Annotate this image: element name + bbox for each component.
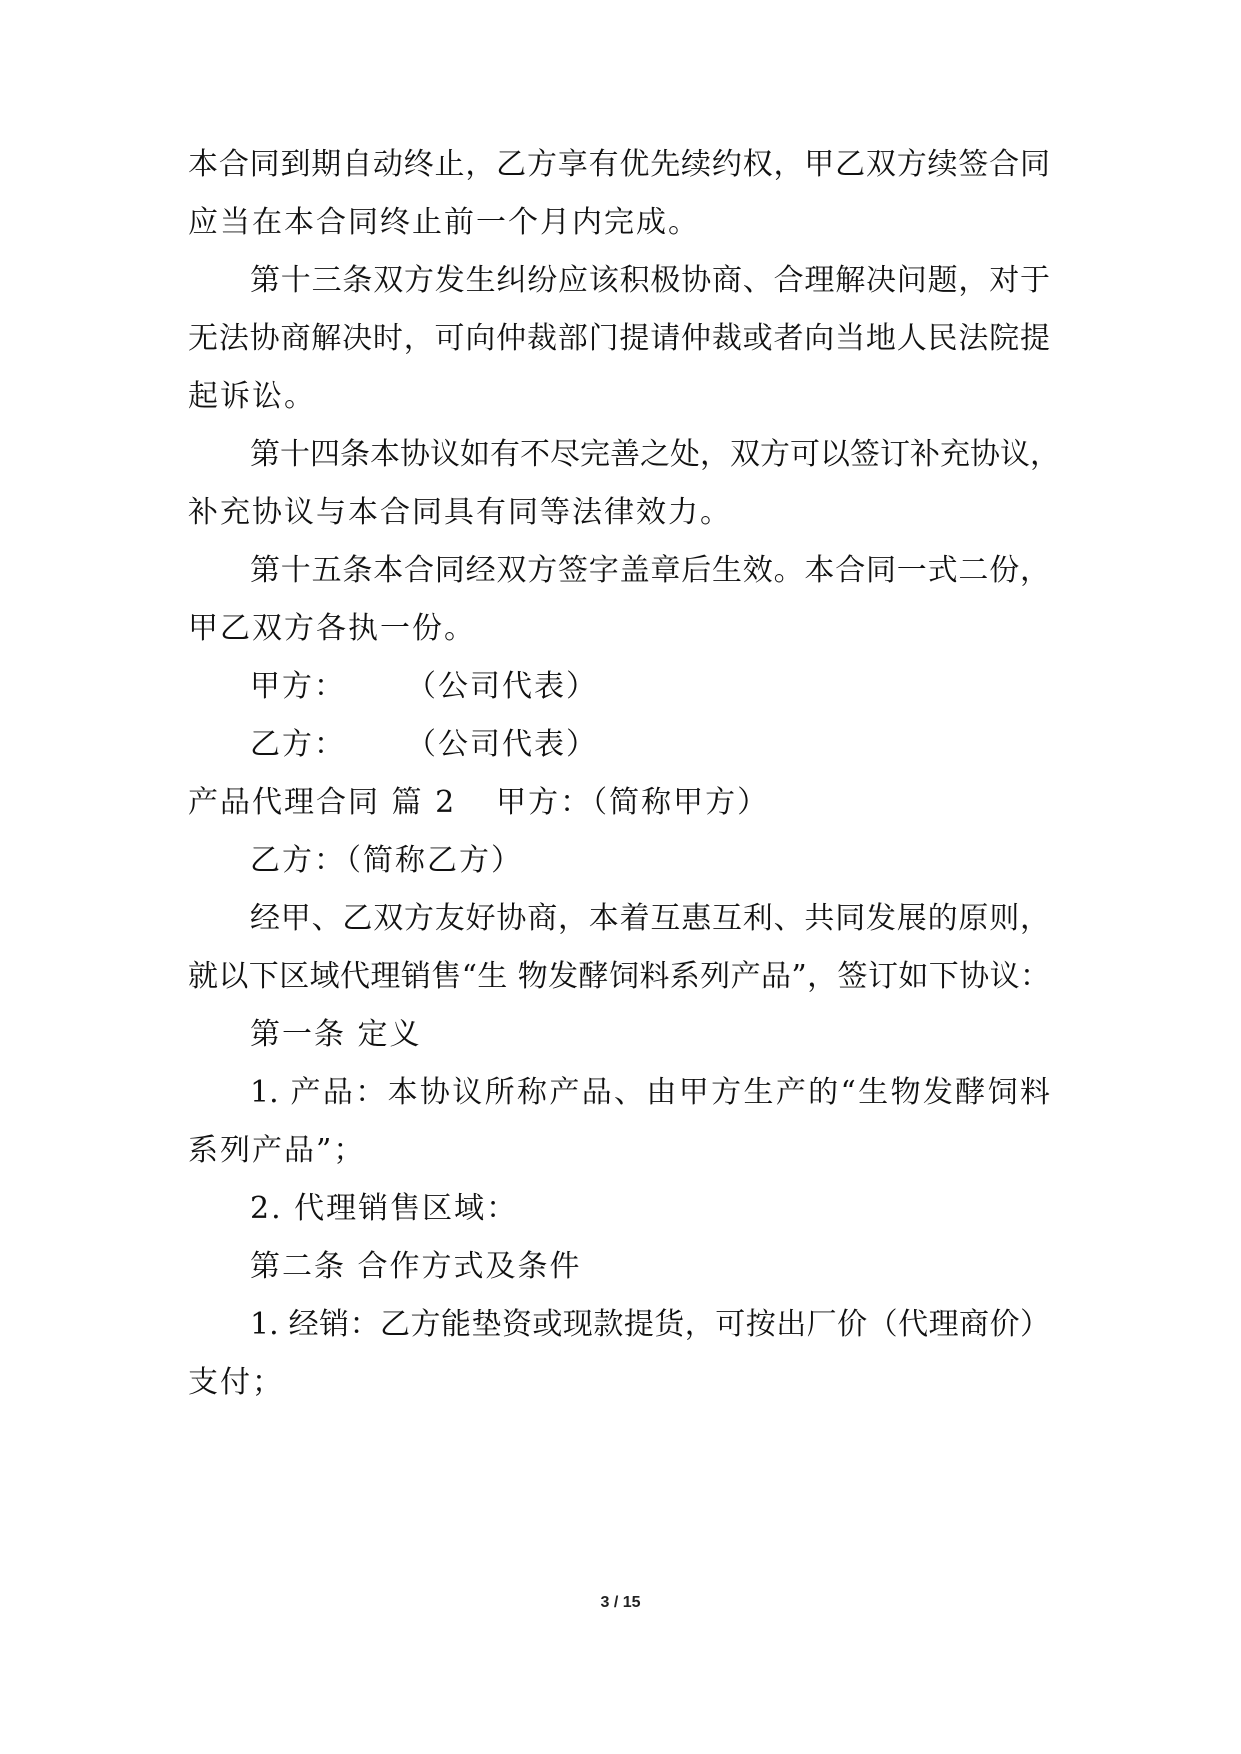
- page-number: 3 / 15: [600, 1594, 641, 1611]
- party-a-label: 甲方：: [250, 669, 346, 704]
- paragraph-line: 支付；: [188, 1365, 284, 1400]
- paragraph-line: 应当在本合同终止前一个月内完成。: [188, 205, 700, 240]
- paragraph-line: 1. 产品：本协议所称产品、由甲方生产的“生物发酵饲料: [250, 1075, 1050, 1110]
- party-a-signature-line: [250, 667, 598, 707]
- section-party-b: 乙方：（简称乙方）: [250, 843, 523, 878]
- paragraph-line: 经甲、乙双方友好协商，本着互惠互利、共同发展的原则，: [250, 901, 1050, 936]
- section-party-a: 甲方：（简称甲方）: [496, 785, 770, 820]
- paragraph-line: 本合同到期自动终止，乙方享有优先续约权，甲乙双方续签合同: [188, 147, 1050, 182]
- article-heading: 第一条 定义: [250, 1017, 422, 1052]
- article-heading: 第二条 合作方式及条件: [250, 1249, 582, 1284]
- section-heading-line: [188, 783, 769, 823]
- paragraph-line: 2. 代理销售区域：: [250, 1191, 519, 1226]
- paragraph-line: 系列产品”；: [188, 1133, 366, 1168]
- paragraph-line: 甲乙双方各执一份。: [188, 611, 476, 646]
- party-b-signature-line: [250, 725, 598, 765]
- paragraph-line: 第十五条本合同经双方签字盖章后生效。本合同一式二份，: [250, 553, 1050, 588]
- paragraph-line: 补充协议与本合同具有同等法律效力。: [188, 495, 732, 530]
- paragraph-line: 起诉讼。: [188, 379, 316, 414]
- paragraph-line: 第十四条本协议如有不尽完善之处，双方可以签订补充协议，: [250, 437, 1060, 472]
- section-title: 产品代理合同 篇 2: [188, 785, 457, 820]
- paragraph-line: 无法协商解决时，可向仲裁部门提请仲裁或者向当地人民法院提: [188, 321, 1050, 356]
- paragraph-line: 就以下区域代理销售“生 物发酵饲料系列产品”，签订如下协议：: [188, 959, 1050, 994]
- party-a-value: （公司代表）: [406, 669, 598, 704]
- paragraph-line: 1. 经销：乙方能垫资或现款提货，可按出厂价（代理商价）: [250, 1307, 1050, 1342]
- paragraph-line: 第十三条双方发生纠纷应该积极协商、合理解决问题，对于: [250, 263, 1050, 298]
- party-b-label: 乙方：: [250, 727, 346, 762]
- party-b-value: （公司代表）: [406, 727, 598, 762]
